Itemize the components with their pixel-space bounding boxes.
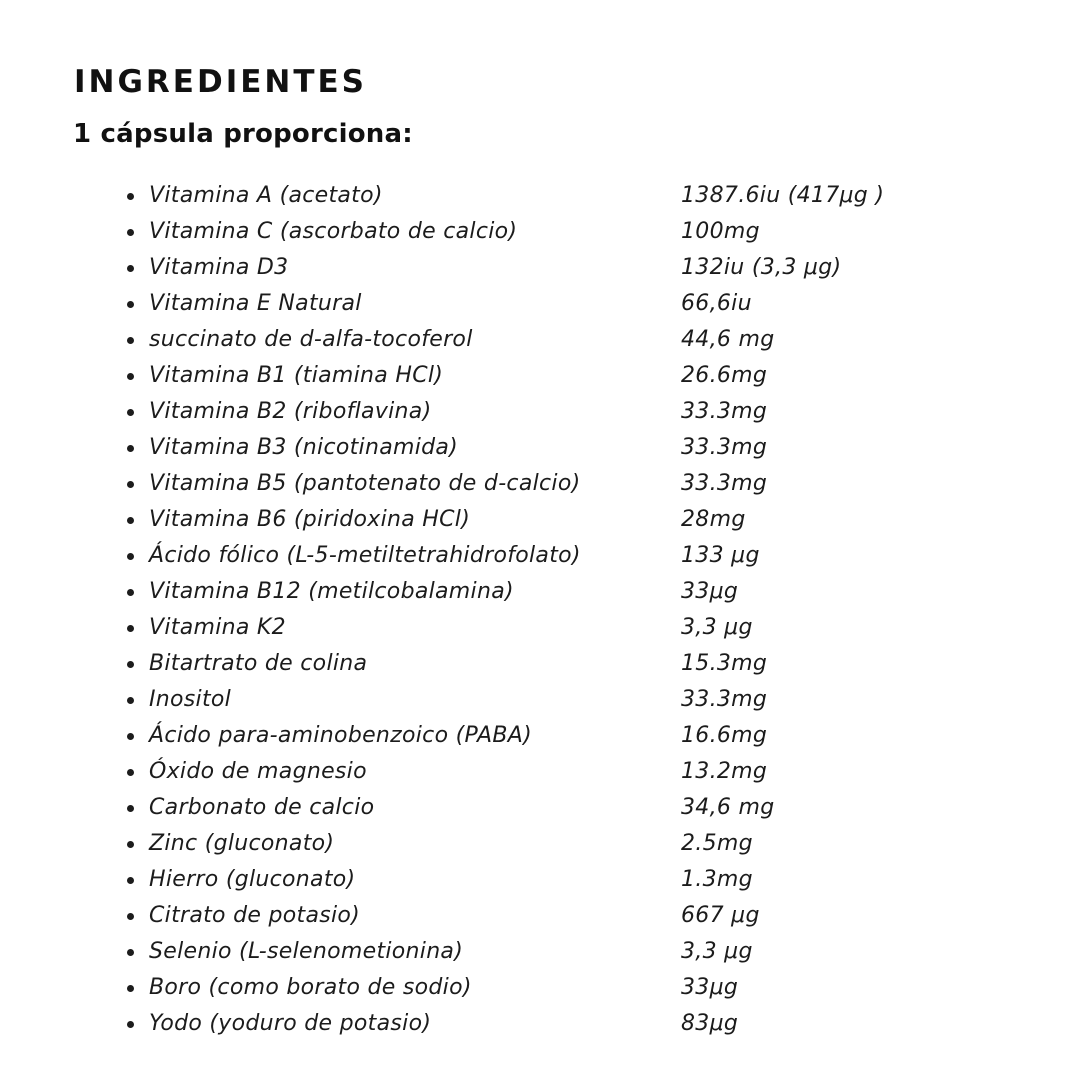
bullet-dot-icon	[127, 445, 134, 452]
bullet-dot-icon	[127, 1021, 134, 1028]
bullet-dot-icon	[127, 805, 134, 812]
bullet-dot-icon	[127, 517, 134, 524]
bullet-dot-icon	[127, 769, 134, 776]
ingredient-name: Hierro (gluconato)	[149, 867, 356, 892]
bullet-dot-icon	[127, 625, 134, 632]
ingredient-amount: 15.3mg	[681, 651, 768, 676]
ingredient-amount: 1.3mg	[681, 867, 753, 892]
ingredient-amount: 33μg	[681, 579, 739, 604]
ingredient-name: Ácido fólico (L-5-metiltetrahidrofolato)	[149, 543, 581, 568]
bullet-dot-icon	[127, 337, 134, 344]
ingredient-list	[122, 178, 1022, 1042]
ingredient-item	[122, 646, 1022, 682]
bullet-dot-icon	[127, 913, 134, 920]
ingredient-item	[122, 430, 1022, 466]
ingredient-name: Vitamina K2	[149, 615, 286, 640]
ingredient-item	[122, 862, 1022, 898]
bullet-dot-icon	[127, 373, 134, 380]
ingredient-item	[122, 790, 1022, 826]
ingredient-name: Boro (como borato de sodio)	[149, 975, 472, 1000]
bullet-dot-icon	[127, 301, 134, 308]
bullet-dot-icon	[127, 697, 134, 704]
ingredient-item	[122, 250, 1022, 286]
ingredient-item	[122, 322, 1022, 358]
ingredient-amount: 66,6iu	[681, 291, 752, 316]
ingredient-item	[122, 394, 1022, 430]
ingredient-name: Bitartrato de colina	[149, 651, 368, 676]
ingredient-item	[122, 214, 1022, 250]
ingredient-amount: 44,6 mg	[681, 327, 775, 352]
ingredient-amount: 26.6mg	[681, 363, 768, 388]
ingredient-name: Vitamina B12 (metilcobalamina)	[149, 579, 514, 604]
bullet-dot-icon	[127, 553, 134, 560]
ingredient-name: Vitamina D3	[149, 255, 289, 280]
ingredient-item	[122, 178, 1022, 214]
ingredient-item	[122, 358, 1022, 394]
ingredient-amount: 3,3 μg	[681, 615, 753, 640]
ingredient-amount: 100mg	[681, 219, 760, 244]
ingredient-item	[122, 934, 1022, 970]
ingredient-item	[122, 970, 1022, 1006]
ingredient-name: Vitamina B3 (nicotinamida)	[149, 435, 459, 460]
ingredient-amount: 33.3mg	[681, 687, 768, 712]
ingredient-item	[122, 538, 1022, 574]
ingredient-amount: 33.3mg	[681, 435, 768, 460]
ingredient-amount: 133 μg	[681, 543, 760, 568]
page-title: INGREDIENTES	[74, 64, 368, 100]
ingredient-name: Vitamina B2 (riboflavina)	[149, 399, 432, 424]
bullet-dot-icon	[127, 985, 134, 992]
ingredient-name: Vitamina B5 (pantotenato de d-calcio)	[149, 471, 581, 496]
ingredient-amount: 83μg	[681, 1011, 739, 1036]
ingredient-amount: 16.6mg	[681, 723, 768, 748]
ingredient-amount: 132iu (3,3 μg)	[681, 255, 842, 280]
ingredient-name: Vitamina A (acetato)	[149, 183, 383, 208]
bullet-dot-icon	[127, 265, 134, 272]
ingredient-amount: 33.3mg	[681, 471, 768, 496]
ingredient-amount: 28mg	[681, 507, 746, 532]
bullet-dot-icon	[127, 589, 134, 596]
ingredient-amount: 34,6 mg	[681, 795, 775, 820]
ingredient-item	[122, 826, 1022, 862]
ingredient-name: Vitamina E Natural	[149, 291, 362, 316]
bullet-dot-icon	[127, 229, 134, 236]
ingredient-name: Carbonato de calcio	[149, 795, 375, 820]
ingredient-amount: 33μg	[681, 975, 739, 1000]
ingredient-name: Ácido para-aminobenzoico (PABA)	[149, 723, 532, 748]
ingredient-item	[122, 466, 1022, 502]
ingredient-name: Vitamina C (ascorbato de calcio)	[149, 219, 518, 244]
ingredient-name: Óxido de magnesio	[149, 759, 367, 784]
bullet-dot-icon	[127, 409, 134, 416]
bullet-dot-icon	[127, 949, 134, 956]
bullet-dot-icon	[127, 661, 134, 668]
bullet-dot-icon	[127, 481, 134, 488]
ingredient-amount: 33.3mg	[681, 399, 768, 424]
ingredient-name: Yodo (yoduro de potasio)	[149, 1011, 432, 1036]
ingredient-item	[122, 610, 1022, 646]
ingredient-amount: 667 μg	[681, 903, 760, 928]
ingredient-amount: 13.2mg	[681, 759, 768, 784]
ingredient-item	[122, 1006, 1022, 1042]
ingredient-name: Vitamina B6 (piridoxina HCl)	[149, 507, 471, 532]
ingredient-item	[122, 754, 1022, 790]
ingredient-name: Vitamina B1 (tiamina HCl)	[149, 363, 444, 388]
ingredient-item	[122, 502, 1022, 538]
ingredient-name: Zinc (gluconato)	[149, 831, 335, 856]
bullet-dot-icon	[127, 877, 134, 884]
page-subtitle: 1 cápsula proporciona:	[73, 119, 413, 149]
ingredient-amount: 2.5mg	[681, 831, 753, 856]
ingredient-item	[122, 286, 1022, 322]
ingredient-item	[122, 574, 1022, 610]
ingredient-item	[122, 682, 1022, 718]
ingredient-name: Inositol	[149, 687, 232, 712]
bullet-dot-icon	[127, 841, 134, 848]
ingredient-name: Citrato de potasio)	[149, 903, 361, 928]
ingredient-amount: 3,3 μg	[681, 939, 753, 964]
ingredient-name: Selenio (L-selenometionina)	[149, 939, 464, 964]
ingredient-amount: 1387.6iu (417μg )	[681, 183, 885, 208]
ingredient-item	[122, 898, 1022, 934]
bullet-dot-icon	[127, 193, 134, 200]
bullet-dot-icon	[127, 733, 134, 740]
ingredient-item	[122, 718, 1022, 754]
ingredient-name: succinato de d-alfa-tocoferol	[149, 327, 473, 352]
